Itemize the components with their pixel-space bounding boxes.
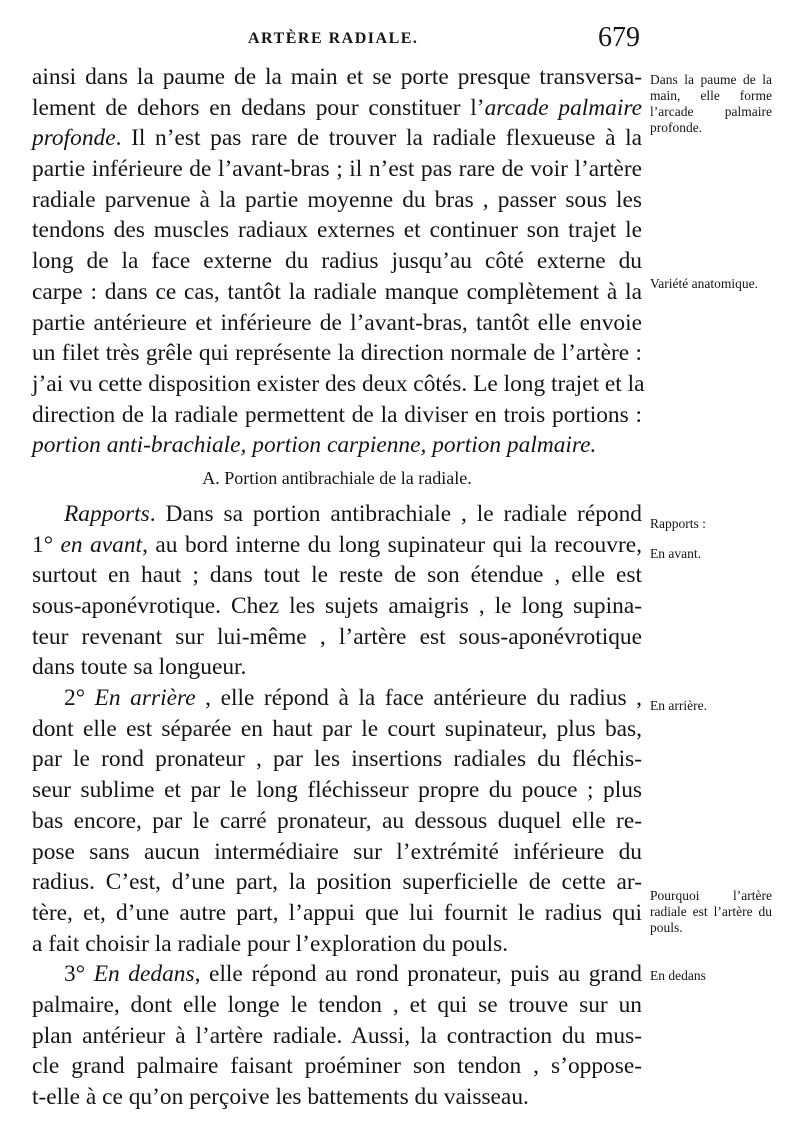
section-heading: A. Portion antibrachiale de la radiale.: [202, 467, 472, 488]
text-run: 3°: [64, 961, 94, 988]
italic-run: portion anti-brachiale, portion carpienne, portion palmaire.: [32, 432, 597, 459]
italic-run: arcade palmaire: [484, 94, 642, 121]
text-line: ainsi dans la paume de la main et se porte presque transversa-: [32, 64, 642, 90]
text-line: surtout en haut ; dans tout le reste de son étendue , elle est: [32, 562, 642, 589]
body-text: [32, 62, 645, 1113]
text-line: radiale parvenue à la partie moyenne du bras , passer sous les: [32, 186, 642, 213]
text-line: dans toute sa longueur.: [32, 654, 247, 681]
text-line: tendons des muscles radiaux externes et continuer son trajet le: [32, 217, 642, 244]
text-line: seur sublime et par le long fléchisseur propre du pouce ; plus: [32, 777, 642, 804]
page-number: 679: [598, 22, 640, 53]
text-line: [32, 93, 642, 124]
margin-note-paume: Dans la paume de la main, elle forme l’arcade palmaire profonde.: [650, 72, 772, 135]
running-title: ARTÈRE RADIALE.: [248, 30, 419, 47]
text-line: plan antérieur à l’artère radiale. Aussi, la contraction du mus-: [32, 1022, 642, 1049]
margin-note-en-arriere: En arrière.: [650, 698, 707, 713]
text-line: j’ai vu cette disposition exister des deux côtés. Le long trajet et la: [32, 370, 645, 397]
text-line: un filet très grêle qui représente la direction normale de l’artère :: [32, 340, 642, 367]
text-line: bas encore, par le carré pronateur, au dessous duquel elle re-: [32, 807, 642, 834]
paragraph-continuation: [32, 62, 645, 461]
margin-note-en-dedans: En dedans: [650, 968, 706, 983]
text-run: . Il n’est pas rare de trouver la radiale flexueuse à la: [115, 125, 642, 152]
text-line: pose sans aucun intermédiaire sur l’extrémité inférieure du: [32, 838, 642, 865]
text-line: [32, 683, 642, 714]
italic-run: En dedans: [93, 961, 195, 988]
text-line: carpe : dans ce cas, tantôt la radiale manque complètement à la: [32, 278, 642, 305]
text-run: , elle répond à la face antérieure du radius ,: [195, 685, 642, 712]
text-line: [32, 430, 642, 461]
margin-note-en-avant: En avant.: [650, 546, 701, 561]
text-line: long de la face externe du radius jusqu’au côté externe du: [32, 248, 642, 275]
text-run: 2°: [64, 685, 95, 712]
paragraph-rapports: [32, 499, 642, 1113]
margin-note-rapports: Rapports :: [650, 516, 706, 531]
text-line: [32, 499, 642, 530]
text-line: cle grand palmaire faisant proéminer son tendon , s’oppose-: [32, 1053, 642, 1080]
text-line: tère, et, d’une autre part, l’appui que lui fournit le radius qui: [32, 899, 642, 926]
text-line: sous-aponévrotique. Chez les sujets amaigris , le long supina-: [32, 593, 642, 619]
text-line: a fait choisir la radiale pour l’exploration du pouls.: [32, 930, 509, 957]
text-line: dont elle est séparée en haut par le court supinateur, plus bas,: [32, 715, 642, 742]
text-run: . Dans sa portion antibrachiale , le radiale répond: [149, 500, 642, 527]
text-run: , elle répond au rond pronateur, puis au grand: [194, 961, 642, 988]
text-line: partie inférieure de l’avant-bras ; il n’est pas rare de voir l’artère: [32, 156, 642, 183]
text-line: direction de la radiale permettent de la diviser en trois portions :: [32, 401, 642, 428]
margin-note-variete: Variété anatomique.: [650, 276, 758, 291]
running-header: [0, 22, 800, 62]
margin-note-pouls: Pourquoi l’artère radiale est l’artère du pouls.: [650, 888, 772, 935]
text-line: par le rond pronateur , par les insertions radiales du fléchis-: [32, 746, 642, 773]
text-line: [32, 959, 642, 990]
text-run: , au bord interne du long supinateur qui la recouvre,: [142, 531, 642, 558]
text-line: partie antérieure et inférieure de l’avant-bras, tantôt elle envoie: [32, 309, 642, 336]
text-line: [32, 123, 642, 154]
text-line: teur revenant sur lui-même , l’artère est sous-aponévrotique: [32, 623, 642, 650]
text-line: radius. C’est, d’une part, la position superficielle de cette ar-: [32, 869, 642, 896]
text-run: lement de dehors en dedans pour constituer l’: [32, 94, 485, 121]
text-line: t-elle à ce qu’on perçoive les battements du vaisseau.: [32, 1084, 529, 1110]
text-run: 1°: [32, 531, 61, 558]
italic-run: En arrière: [94, 685, 196, 712]
italic-run: en avant: [60, 531, 143, 558]
text-line: [32, 530, 642, 561]
text-line: palmaire, dont elle longe le tendon , et qui se trouve sur un: [32, 991, 642, 1018]
italic-run: Rapports: [64, 500, 150, 527]
italic-run: profonde: [32, 125, 116, 152]
